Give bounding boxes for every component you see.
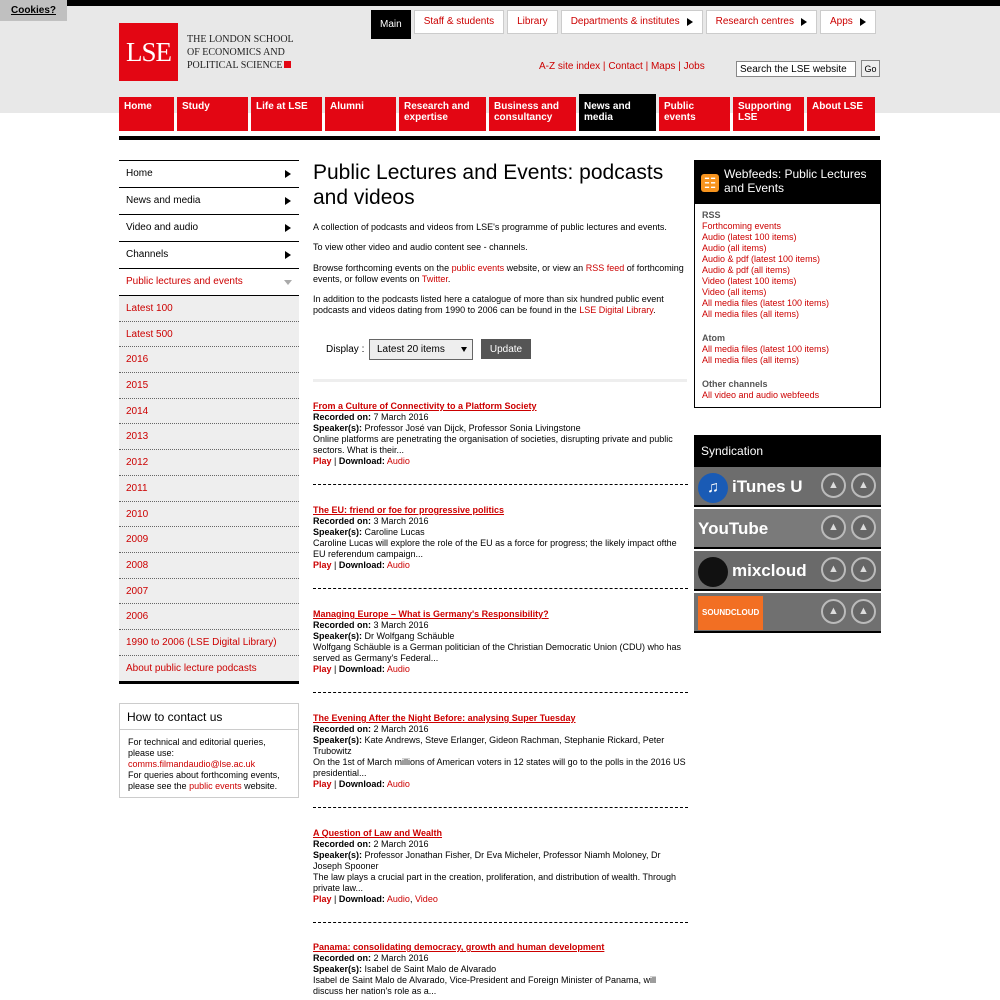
top-strip bbox=[0, 0, 1000, 6]
leftnav-sub-item[interactable]: 2008 bbox=[119, 553, 299, 579]
leftnav-home[interactable]: Home bbox=[119, 161, 299, 188]
update-button[interactable]: Update bbox=[481, 339, 531, 359]
audio-download-link[interactable]: Audio bbox=[386, 894, 410, 904]
leftnav-sub-item[interactable]: 2013 bbox=[119, 424, 299, 450]
mainnav-news-media[interactable]: News and media bbox=[579, 94, 656, 133]
chevron-right-icon bbox=[860, 18, 866, 26]
rss-heading: RSS bbox=[702, 210, 721, 220]
leftnav-sub-item[interactable]: About public lecture podcasts bbox=[119, 656, 299, 684]
feed-link[interactable]: Audio (all items) bbox=[702, 243, 767, 253]
mainnav-life-at-lse[interactable]: Life at LSE bbox=[251, 97, 322, 133]
audio-download-link[interactable]: Audio bbox=[386, 560, 410, 570]
event-speakers: Speaker(s): Dr Wolfgang Schäuble bbox=[313, 631, 455, 641]
az-index-link[interactable]: A-Z site index bbox=[539, 61, 601, 72]
arrow-up-icon[interactable]: ▲ bbox=[851, 557, 876, 582]
chevron-right-icon bbox=[285, 224, 291, 232]
event-divider bbox=[313, 588, 688, 589]
contact-body bbox=[120, 730, 298, 799]
list-divider bbox=[313, 379, 687, 382]
mainnav-home[interactable]: Home bbox=[119, 97, 174, 133]
event-title-link[interactable]: From a Culture of Connectivity to a Platform Society bbox=[313, 401, 537, 411]
feed-link[interactable]: All video and audio webfeeds bbox=[702, 390, 820, 400]
feed-link[interactable]: All media files (all items) bbox=[702, 309, 800, 319]
event-item bbox=[313, 942, 688, 997]
webfeeds-box bbox=[694, 160, 881, 408]
intro-text: In addition to the podcasts listed here a catalogue of more than six hundred public event podcasts and videos dating from 1990 to 2006 can be found in the LSE Digital Library. bbox=[313, 294, 664, 315]
rss-icon: ☷ bbox=[701, 174, 719, 192]
music-note-icon: ♫ bbox=[698, 473, 728, 503]
feed-link[interactable]: All media files (latest 100 items) bbox=[702, 344, 830, 354]
webfeeds-body bbox=[695, 204, 880, 407]
arrow-up-icon[interactable]: ▲ bbox=[821, 473, 846, 498]
intro-text: A collection of podcasts and videos from LSE's programme of public lectures and events. bbox=[313, 222, 667, 232]
event-date: Recorded on: 3 March 2016 bbox=[313, 516, 429, 526]
chevron-right-icon bbox=[285, 197, 291, 205]
lse-logo[interactable]: LSE bbox=[119, 23, 178, 81]
event-title-link[interactable]: A Question of Law and Wealth bbox=[313, 828, 443, 838]
separator: | bbox=[602, 61, 606, 72]
event-divider bbox=[313, 807, 688, 808]
contact-title: How to contact us bbox=[120, 704, 298, 730]
leftnav-sub-item[interactable]: 2015 bbox=[119, 373, 299, 399]
event-actions: Play | Download: Audio bbox=[313, 664, 410, 674]
contact-text: For technical and editorial queries, please use: bbox=[128, 737, 266, 758]
feed-link[interactable]: Video (all items) bbox=[702, 287, 767, 297]
event-actions: Play | Download: Audio bbox=[313, 560, 410, 570]
event-speakers: Speaker(s): Professor José van Dijck, Professor Sonia Livingstone bbox=[313, 423, 581, 433]
leftnav-sub-item[interactable]: 2010 bbox=[119, 502, 299, 528]
public-events-link[interactable]: public events bbox=[189, 781, 242, 791]
arrow-up-icon[interactable]: ▲ bbox=[851, 473, 876, 498]
lse-logo-text bbox=[187, 33, 297, 72]
chevron-down-icon bbox=[461, 347, 467, 352]
feed-link[interactable]: Video (latest 100 items) bbox=[702, 276, 797, 286]
play-link[interactable]: Play bbox=[313, 560, 332, 570]
soundcloud-logo: SOUNDCLOUD bbox=[698, 596, 763, 630]
twitter-link[interactable]: Twitter bbox=[421, 274, 448, 284]
contact-link[interactable]: Contact bbox=[608, 61, 643, 72]
audio-download-link[interactable]: Audio bbox=[386, 779, 410, 789]
event-description: Caroline Lucas will explore the role of the EU as a force for progress; the likely impact ofthe EU referendum campaign... bbox=[313, 538, 677, 559]
topnav-departments[interactable]: Departments & institutes bbox=[561, 10, 703, 34]
event-title-link[interactable]: Managing Europe – What is Germany's Responsibility? bbox=[313, 609, 549, 619]
event-description: Wolfgang Schäuble is a German politician of the Christian Democratic Union (CDU) who has served as Germany's Federal... bbox=[313, 642, 681, 663]
event-speakers: Speaker(s): Caroline Lucas bbox=[313, 527, 425, 537]
separator: | bbox=[645, 61, 649, 72]
page-title: Public Lectures and Events: podcasts and videos bbox=[313, 161, 664, 209]
cookies-link[interactable]: Cookies? bbox=[0, 0, 67, 21]
event-date: Recorded on: 7 March 2016 bbox=[313, 412, 429, 422]
mainnav-business[interactable]: Business and consultancy bbox=[489, 97, 576, 133]
chevron-right-icon bbox=[285, 170, 291, 178]
play-link[interactable]: Play bbox=[313, 664, 332, 674]
arrow-up-icon[interactable]: ▲ bbox=[821, 599, 846, 624]
feed-link[interactable]: Forthcoming events bbox=[702, 221, 782, 231]
search-input[interactable] bbox=[736, 61, 856, 77]
intro-text: Browse forthcoming events on the public events website, or view an RSS feed of forthcoming events, or follow events on Twitter. bbox=[313, 263, 684, 284]
atom-heading: Atom bbox=[702, 333, 725, 343]
rss-feed-link[interactable]: RSS feed bbox=[585, 263, 625, 273]
event-divider bbox=[313, 692, 688, 693]
intro-text: To view other video and audio content see - channels. bbox=[313, 242, 528, 252]
mixcloud-icon bbox=[698, 557, 728, 587]
syndication-mixcloud[interactable] bbox=[694, 551, 881, 591]
feed-link[interactable]: Audio & pdf (all items) bbox=[702, 265, 791, 275]
event-description: The law plays a crucial part in the creation, proliferation, and distribution of wealth. Through private law... bbox=[313, 872, 677, 893]
leftnav-public-lectures[interactable]: Public lectures and events bbox=[119, 269, 299, 296]
topnav-apps[interactable]: Apps bbox=[820, 10, 876, 34]
main-nav-rule bbox=[119, 136, 880, 140]
arrow-up-icon[interactable]: ▲ bbox=[851, 599, 876, 624]
topnav-main[interactable]: Main bbox=[371, 10, 411, 39]
event-item bbox=[313, 401, 688, 485]
event-speakers: Speaker(s): Professor Jonathan Fisher, Dr Eva Micheler, Professor Niamh Moloney, Dr Joseph Spooner bbox=[313, 850, 661, 871]
event-speakers: Speaker(s): Kate Andrews, Steve Erlanger, Gideon Rachman, Stephanie Rickard, Peter Trubowitz bbox=[313, 735, 665, 756]
event-date: Recorded on: 2 March 2016 bbox=[313, 839, 429, 849]
play-link[interactable]: Play bbox=[313, 456, 332, 466]
syndication-itunes[interactable] bbox=[694, 467, 881, 507]
event-description: Online platforms are penetrating the organisation of societies, disrupting private and public sectors. What is their... bbox=[313, 434, 673, 455]
search-go-button[interactable]: Go bbox=[861, 60, 880, 77]
event-date: Recorded on: 2 March 2016 bbox=[313, 953, 429, 963]
logo-line1: THE LONDON SCHOOL bbox=[187, 34, 294, 45]
top-navigation bbox=[371, 10, 879, 39]
contact-email-link[interactable]: comms.filmandaudio@lse.ac.uk bbox=[128, 759, 256, 769]
video-download-link[interactable]: Video bbox=[414, 894, 438, 904]
event-actions: Play | Download: Audio bbox=[313, 456, 410, 466]
event-description: On the 1st of March millions of American voters in 12 states will go to the polls in the 2016 US presidential... bbox=[313, 757, 686, 778]
mainnav-about-lse[interactable]: About LSE bbox=[807, 97, 875, 133]
mainnav-supporting-lse[interactable]: Supporting LSE bbox=[733, 97, 804, 133]
youtube-logo: YouTube bbox=[698, 519, 769, 538]
event-description: Isabel de Saint Malo de Alvarado, Vice-President and Foreign Minister of Panama, will discuss her nation's role as a... bbox=[313, 975, 657, 996]
event-title-link[interactable]: The EU: friend or foe for progressive politics bbox=[313, 505, 505, 515]
logo-red-square bbox=[284, 61, 291, 68]
leftnav-video-audio[interactable]: Video and audio bbox=[119, 215, 299, 242]
leftnav-news-media[interactable]: News and media bbox=[119, 188, 299, 215]
arrow-up-icon[interactable]: ▲ bbox=[821, 557, 846, 582]
event-item bbox=[313, 505, 688, 589]
itunes-u-logo: ♫ iTunes U bbox=[698, 470, 803, 504]
leftnav-sub-item[interactable]: 2009 bbox=[119, 527, 299, 553]
other-channels-heading: Other channels bbox=[702, 379, 768, 389]
webfeeds-title: Webfeeds: Public Lectures and Events bbox=[724, 167, 867, 195]
main-navigation bbox=[119, 97, 880, 133]
arrow-up-icon[interactable]: ▲ bbox=[821, 515, 846, 540]
leftnav-sub-item[interactable]: Latest 500 bbox=[119, 322, 299, 348]
contact-box bbox=[119, 703, 299, 798]
feed-link[interactable]: Audio (latest 100 items) bbox=[702, 232, 797, 242]
digital-library-link[interactable]: LSE Digital Library bbox=[579, 305, 654, 315]
feed-link[interactable]: All media files (latest 100 items) bbox=[702, 298, 830, 308]
event-divider bbox=[313, 484, 688, 485]
topnav-library[interactable]: Library bbox=[507, 10, 558, 34]
syndication-title: Syndication bbox=[694, 435, 881, 467]
event-date: Recorded on: 3 March 2016 bbox=[313, 620, 429, 630]
logo-line3: POLITICAL SCIENCE bbox=[187, 59, 297, 72]
event-divider bbox=[313, 922, 688, 923]
leftnav-sub-item[interactable]: 2011 bbox=[119, 476, 299, 502]
play-link[interactable]: Play bbox=[313, 779, 332, 789]
mixcloud-logo: mixcloud bbox=[698, 554, 807, 588]
leftnav-sub-item[interactable]: 1990 to 2006 (LSE Digital Library) bbox=[119, 630, 299, 656]
webfeeds-header bbox=[695, 161, 880, 204]
leftnav-sub-item[interactable]: 2007 bbox=[119, 579, 299, 605]
audio-download-link[interactable]: Audio bbox=[386, 664, 410, 674]
topnav-research-centres[interactable]: Research centres bbox=[706, 10, 817, 34]
leftnav-sub-item[interactable]: 2016 bbox=[119, 347, 299, 373]
feed-link[interactable]: Audio & pdf (latest 100 items) bbox=[702, 254, 821, 264]
leftnav-sub-item[interactable]: 2012 bbox=[119, 450, 299, 476]
section-navigation bbox=[119, 160, 299, 684]
event-title-link[interactable]: Panama: consolidating democracy, growth and human development bbox=[313, 942, 605, 952]
event-actions: Play | Download: Audio, Video bbox=[313, 894, 438, 904]
mainnav-research[interactable]: Research and expertise bbox=[399, 97, 486, 133]
chevron-down-icon bbox=[284, 280, 292, 285]
utility-links bbox=[539, 61, 705, 72]
event-title-link[interactable]: The Evening After the Night Before: analysing Super Tuesday bbox=[313, 713, 576, 723]
public-events-link[interactable]: public events bbox=[451, 263, 505, 273]
arrow-up-icon[interactable]: ▲ bbox=[851, 515, 876, 540]
contact-text: For queries about forthcoming events, please see the public events website. bbox=[128, 770, 280, 791]
mainnav-public-events[interactable]: Public events bbox=[659, 97, 730, 133]
syndication-soundcloud[interactable] bbox=[694, 593, 881, 633]
separator: | bbox=[678, 61, 681, 72]
event-item bbox=[313, 609, 688, 693]
chevron-right-icon bbox=[285, 251, 291, 259]
maps-link[interactable]: Maps bbox=[650, 61, 676, 72]
leftnav-sub-item[interactable]: 2006 bbox=[119, 604, 299, 630]
feed-link[interactable]: All media files (all items) bbox=[702, 355, 800, 365]
audio-download-link[interactable]: Audio bbox=[386, 456, 410, 466]
play-link[interactable]: Play bbox=[313, 894, 332, 904]
jobs-link[interactable]: Jobs bbox=[683, 61, 705, 72]
leftnav-sub-item[interactable]: 2014 bbox=[119, 399, 299, 425]
leftnav-channels[interactable]: Channels bbox=[119, 242, 299, 269]
event-actions: Play | Download: Audio bbox=[313, 779, 410, 789]
topnav-staff-students[interactable]: Staff & students bbox=[414, 10, 504, 34]
display-select[interactable]: Latest 20 items bbox=[369, 339, 473, 360]
event-speakers: Speaker(s): Isabel de Saint Malo de Alvarado bbox=[313, 964, 497, 974]
logo-line2: OF ECONOMICS AND bbox=[187, 47, 285, 58]
chevron-right-icon bbox=[801, 18, 807, 26]
event-item bbox=[313, 713, 688, 808]
mainnav-alumni[interactable]: Alumni bbox=[325, 97, 396, 133]
leftnav-sub-item[interactable]: Latest 100 bbox=[119, 296, 299, 322]
display-label: Display : bbox=[326, 344, 365, 355]
chevron-right-icon bbox=[687, 18, 693, 26]
syndication-youtube[interactable] bbox=[694, 509, 881, 549]
mainnav-study[interactable]: Study bbox=[177, 97, 248, 133]
event-date: Recorded on: 2 March 2016 bbox=[313, 724, 429, 734]
event-item bbox=[313, 828, 688, 923]
